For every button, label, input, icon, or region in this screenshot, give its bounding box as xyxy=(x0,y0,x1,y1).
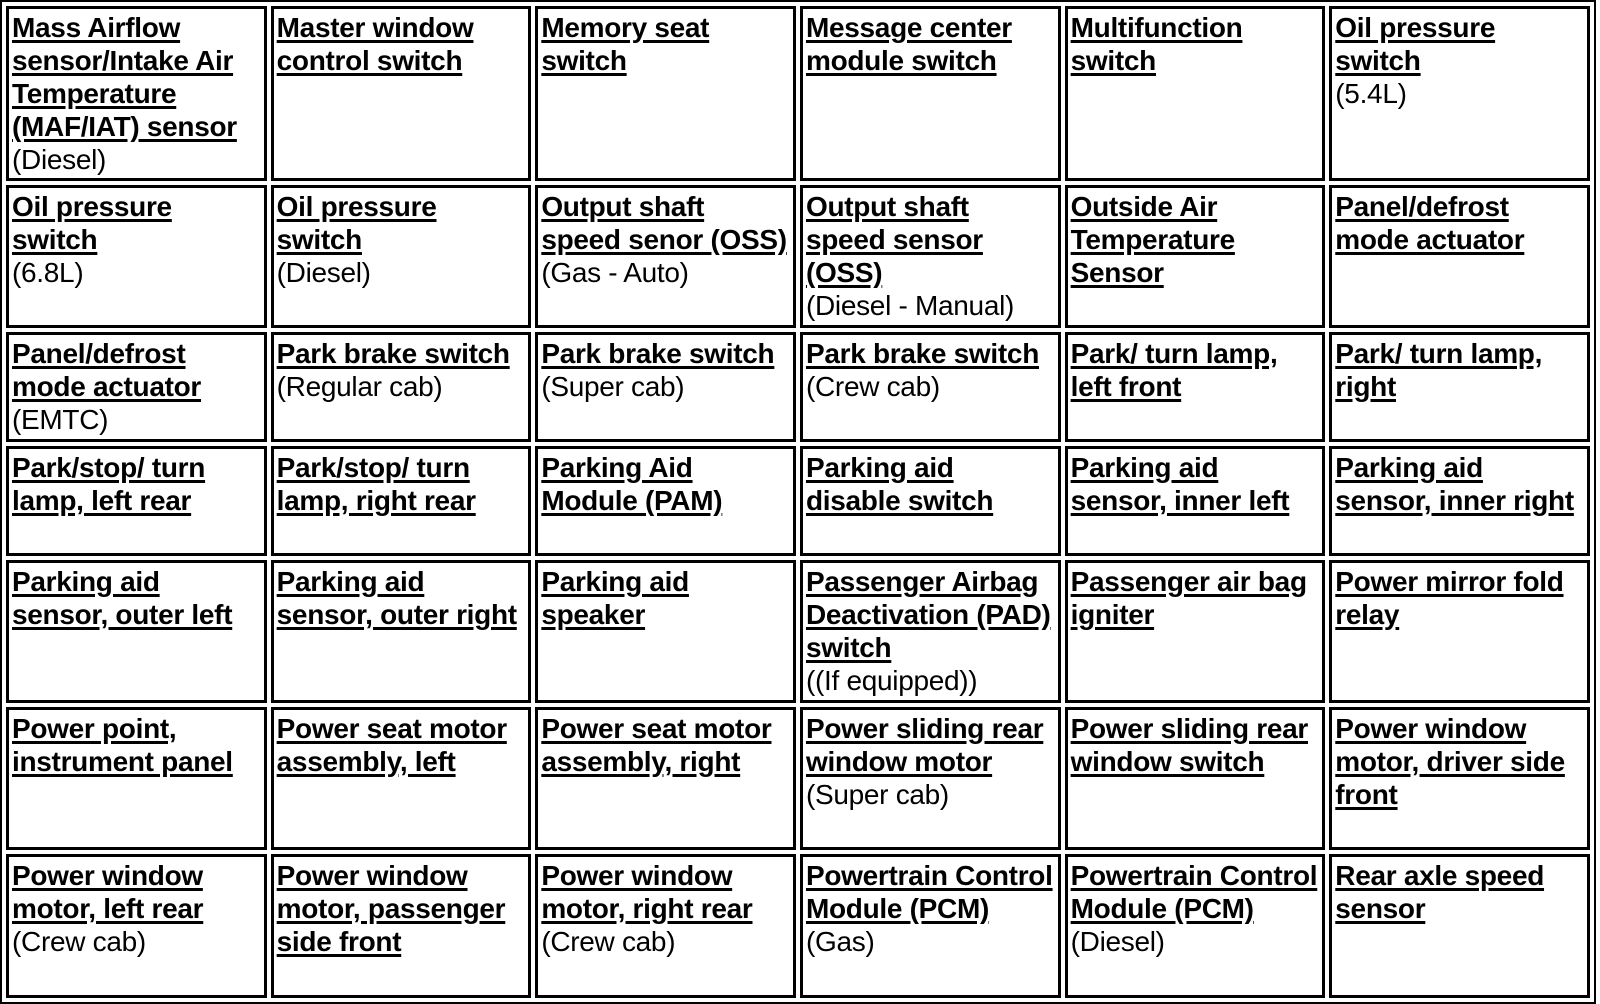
table-cell xyxy=(1329,854,1590,998)
table-cell xyxy=(800,185,1061,328)
table-row xyxy=(6,6,1590,181)
component-note: (Crew cab) xyxy=(541,926,676,957)
table-cell xyxy=(800,6,1061,181)
component-note: (Gas) xyxy=(805,926,875,957)
table-cell xyxy=(800,332,1061,442)
table-row xyxy=(6,446,1590,556)
component-note: (Regular cab) xyxy=(276,371,443,402)
component-link[interactable]: Power point, instrument panel xyxy=(12,713,233,777)
component-link[interactable]: Multifunction switch xyxy=(1070,12,1243,76)
component-link[interactable]: Power window motor, right rear xyxy=(541,860,753,924)
component-note: (6.8L) xyxy=(12,257,84,288)
component-link[interactable]: Panel/defrost mode actuator xyxy=(1335,191,1525,255)
component-link[interactable]: Power seat motor assembly, right xyxy=(541,713,772,777)
component-link[interactable]: Parking aid sensor, outer left xyxy=(12,566,233,630)
component-link[interactable]: Parking aid sensor, inner left xyxy=(1070,452,1290,516)
table-cell xyxy=(1065,332,1326,442)
table-cell xyxy=(1065,560,1326,703)
table-cell xyxy=(6,707,267,850)
component-link[interactable]: Parking aid sensor, outer right xyxy=(276,566,517,630)
table-row xyxy=(6,185,1590,328)
table-cell xyxy=(6,185,267,328)
component-note: (5.4L) xyxy=(1335,78,1407,109)
component-link[interactable]: Park/stop/ turn lamp, left rear xyxy=(12,452,206,516)
table-cell xyxy=(535,185,796,328)
component-link[interactable]: Power sliding rear window motor xyxy=(805,713,1044,777)
component-link[interactable]: Oil pressure switch xyxy=(1335,12,1496,76)
table-cell xyxy=(535,854,796,998)
component-note: (Crew cab) xyxy=(12,926,146,957)
table-cell xyxy=(271,332,532,442)
table-cell xyxy=(1065,707,1326,850)
component-link[interactable]: Park brake switch xyxy=(276,338,510,369)
component-note: (Super cab) xyxy=(805,779,949,810)
component-link[interactable]: Parking aid speaker xyxy=(541,566,689,630)
component-link[interactable]: Park brake switch xyxy=(541,338,775,369)
table-cell xyxy=(535,6,796,181)
component-link[interactable]: Power window motor, left rear xyxy=(12,860,204,924)
component-link[interactable]: Power window motor, driver side front xyxy=(1335,713,1565,810)
component-link[interactable]: Powertrain Control Module (PCM) xyxy=(1070,860,1318,924)
component-link[interactable]: Parking Aid Module (PAM) xyxy=(541,452,723,516)
component-note: (Super cab) xyxy=(541,371,685,402)
table-row xyxy=(6,854,1590,998)
table-cell xyxy=(1065,854,1326,998)
table-row xyxy=(6,332,1590,442)
table-cell xyxy=(800,854,1061,998)
table-cell xyxy=(535,332,796,442)
component-note: (Diesel) xyxy=(276,257,371,288)
component-link[interactable]: Power mirror fold relay xyxy=(1335,566,1564,630)
component-note: (Diesel) xyxy=(12,144,107,175)
component-link[interactable]: Power window motor, passenger side front xyxy=(276,860,506,957)
table-cell xyxy=(1065,6,1326,181)
component-link[interactable]: Output shaft speed senor (OSS) xyxy=(541,191,787,255)
component-link[interactable]: Power sliding rear window switch xyxy=(1070,713,1308,777)
component-link[interactable]: Park/ turn lamp, left front xyxy=(1070,338,1278,402)
table-cell xyxy=(800,446,1061,556)
component-link[interactable]: Park/stop/ turn lamp, right rear xyxy=(276,452,476,516)
component-link[interactable]: Parking aid disable switch xyxy=(805,452,994,516)
table-cell xyxy=(1329,6,1590,181)
component-note: (Crew cab) xyxy=(805,371,940,402)
table-cell xyxy=(6,560,267,703)
table-cell xyxy=(535,560,796,703)
component-link[interactable]: Park brake switch xyxy=(805,338,1039,369)
component-link[interactable]: Power seat motor assembly, left xyxy=(276,713,507,777)
table-cell xyxy=(1329,560,1590,703)
component-link[interactable]: Message center module switch xyxy=(805,12,1012,76)
component-link[interactable]: Outside Air Temperature Sensor xyxy=(1070,191,1235,288)
component-note: ((If equipped)) xyxy=(805,665,978,696)
component-link[interactable]: Passenger Airbag Deactivation (PAD) switch xyxy=(805,566,1051,663)
component-note: (Diesel - Manual) xyxy=(805,290,1015,321)
component-link[interactable]: Rear axle speed sensor xyxy=(1335,860,1545,924)
component-link[interactable]: Oil pressure switch xyxy=(276,191,437,255)
table-cell xyxy=(1329,707,1590,850)
table-cell xyxy=(6,446,267,556)
table-cell xyxy=(271,446,532,556)
component-link[interactable]: Powertrain Control Module (PCM) xyxy=(805,860,1053,924)
table-cell xyxy=(1329,332,1590,442)
table-cell xyxy=(800,560,1061,703)
table-cell xyxy=(1329,185,1590,328)
component-link[interactable]: Mass Airflow sensor/Intake Air Temperature (MAF/IAT) sensor xyxy=(12,12,237,142)
component-note: (Gas - Auto) xyxy=(541,257,689,288)
table-cell xyxy=(535,446,796,556)
table-cell xyxy=(6,854,267,998)
component-link[interactable]: Panel/defrost mode actuator xyxy=(12,338,202,402)
component-note: (Diesel) xyxy=(1070,926,1165,957)
table-cell xyxy=(1065,446,1326,556)
table-cell xyxy=(271,185,532,328)
component-link[interactable]: Memory seat switch xyxy=(541,12,710,76)
table-cell xyxy=(6,332,267,442)
table-row xyxy=(6,560,1590,703)
table-cell xyxy=(271,707,532,850)
table-cell xyxy=(1329,446,1590,556)
component-link[interactable]: Master window control switch xyxy=(276,12,474,76)
component-link[interactable]: Oil pressure switch xyxy=(12,191,172,255)
component-link[interactable]: Passenger air bag igniter xyxy=(1070,566,1307,630)
table-row xyxy=(6,707,1590,850)
component-note: (EMTC) xyxy=(12,404,109,435)
table-cell xyxy=(271,6,532,181)
table-cell xyxy=(271,854,532,998)
component-link[interactable]: Park/ turn lamp, right xyxy=(1335,338,1543,402)
component-link[interactable]: Parking aid sensor, inner right xyxy=(1335,452,1574,516)
table-cell xyxy=(271,560,532,703)
table-cell xyxy=(1065,185,1326,328)
table-cell xyxy=(800,707,1061,850)
table-cell xyxy=(6,6,267,181)
table-cell xyxy=(535,707,796,850)
component-link[interactable]: Output shaft speed sensor (OSS) xyxy=(805,191,983,288)
